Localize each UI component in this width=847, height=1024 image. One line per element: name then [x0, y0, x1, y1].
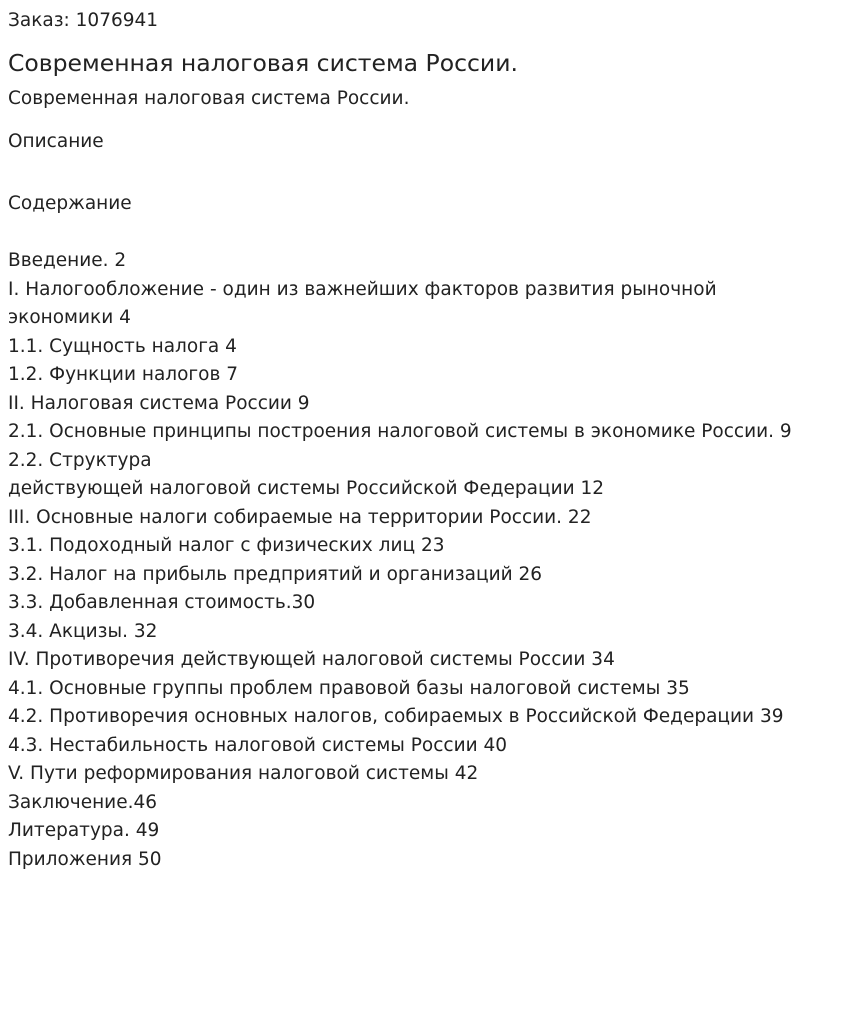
- toc-entry: III. Основные налоги собираемые на территории России. 22: [8, 506, 592, 528]
- toc-entry: экономики 4: [8, 307, 131, 328]
- toc-entry: 3.4. Акцизы. 32: [8, 620, 158, 642]
- toc-entry: IV. Противоречия действующей налоговой системы России 34: [8, 649, 615, 670]
- description-heading: Описание: [8, 131, 104, 152]
- toc-entry: 3.3. Добавленная стоимость.30: [8, 592, 316, 613]
- toc-entry: 1.2. Функции налогов 7: [8, 364, 239, 385]
- toc-entry: 1.1. Сущность налога 4: [8, 335, 237, 357]
- toc-entry: Литература. 49: [8, 820, 160, 841]
- toc-entry: I. Налогообложение - один из важнейших факторов развития рыночной: [8, 278, 717, 300]
- order-number: Заказ: 1076941: [8, 10, 159, 31]
- table-of-contents: [8, 247, 843, 874]
- toc-entry: 4.1. Основные группы проблем правовой базы налоговой системы 35: [8, 677, 690, 699]
- toc-entry: V. Пути реформирования налоговой системы 42: [8, 763, 479, 784]
- page-subtitle: Современная налоговая система России.: [8, 88, 410, 109]
- toc-entry: 4.3. Нестабильность налоговой системы России 40: [8, 734, 508, 756]
- toc-entry: 4.2. Противоречия основных налогов, собираемых в Российской Федерации 39: [8, 706, 784, 727]
- page-title: Современная налоговая система России.: [8, 49, 518, 77]
- contents-heading: Содержание: [8, 193, 132, 214]
- toc-entry: Заключение.46: [8, 791, 158, 813]
- toc-entry: II. Налоговая система России 9: [8, 392, 310, 414]
- toc-entry: 2.2. Структура: [8, 449, 152, 471]
- toc-entry: 2.1. Основные принципы построения налоговой системы в экономике России. 9: [8, 421, 792, 442]
- toc-entry: 3.1. Подоходный налог с физических лиц 23: [8, 535, 445, 556]
- toc-entry: Введение. 2: [8, 250, 127, 271]
- toc-entry: 3.2. Налог на прибыль предприятий и организаций 26: [8, 563, 543, 585]
- toc-entry: действующей налоговой системы Российской Федерации 12: [8, 478, 605, 499]
- toc-entry: Приложения 50: [8, 848, 162, 870]
